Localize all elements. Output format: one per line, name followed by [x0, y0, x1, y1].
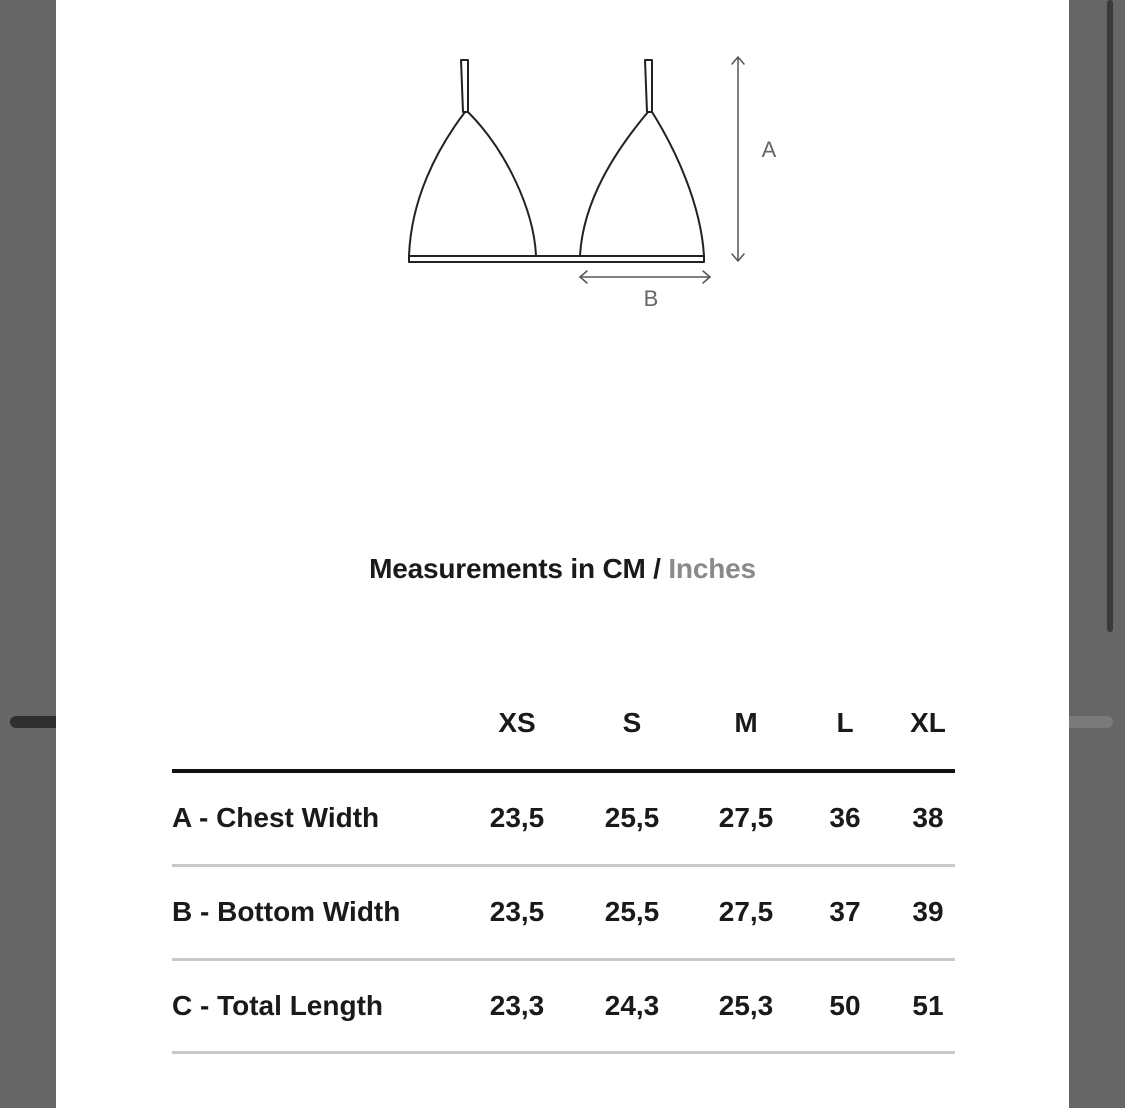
- size-header-s: S: [622, 707, 642, 738]
- size-header-m: M: [734, 707, 758, 738]
- units-toggle-inches[interactable]: Inches: [668, 553, 756, 584]
- row-divider: [172, 864, 955, 867]
- units-heading-cm: Measurements in CM: [369, 553, 646, 584]
- units-separator: /: [645, 553, 669, 584]
- row-divider: [172, 1051, 955, 1054]
- cell-chest-xl: 38: [912, 802, 944, 833]
- left-drag-handle[interactable]: [10, 716, 56, 728]
- row-label-total-length: C - Total Length: [172, 990, 383, 1021]
- right-drag-handle[interactable]: [1069, 716, 1113, 728]
- cell-chest-xs: 23,5: [489, 802, 545, 833]
- size-chart-sheet: [56, 0, 1069, 1108]
- size-header-xl: XL: [910, 707, 946, 738]
- size-table: [172, 0, 955, 1108]
- cell-chest-m: 27,5: [718, 802, 774, 833]
- right-backdrop: [1069, 0, 1125, 1108]
- left-backdrop: [0, 0, 56, 1108]
- cell-length-xs: 23,3: [489, 990, 545, 1021]
- scrollbar[interactable]: [1107, 0, 1113, 632]
- label-a: A: [761, 137, 777, 162]
- cell-length-xl: 51: [912, 990, 944, 1021]
- cell-chest-s: 25,5: [604, 802, 660, 833]
- cell-bottom-m: 27,5: [718, 896, 774, 927]
- size-header-xs: XS: [498, 707, 536, 738]
- cell-bottom-s: 25,5: [604, 896, 660, 927]
- cell-chest-l: 36: [829, 802, 861, 833]
- cell-length-l: 50: [829, 990, 861, 1021]
- row-divider: [172, 958, 955, 961]
- row-label-chest-width: A - Chest Width: [172, 802, 380, 833]
- cell-length-m: 25,3: [718, 990, 774, 1021]
- cell-bottom-l: 37: [829, 896, 861, 927]
- header-divider: [172, 769, 955, 773]
- cell-length-s: 24,3: [604, 990, 660, 1021]
- row-label-bottom-width: B - Bottom Width: [172, 896, 401, 927]
- size-header-l: L: [836, 707, 854, 738]
- cell-bottom-xl: 39: [912, 896, 944, 927]
- cell-bottom-xs: 23,5: [489, 896, 545, 927]
- label-b: B: [643, 286, 659, 311]
